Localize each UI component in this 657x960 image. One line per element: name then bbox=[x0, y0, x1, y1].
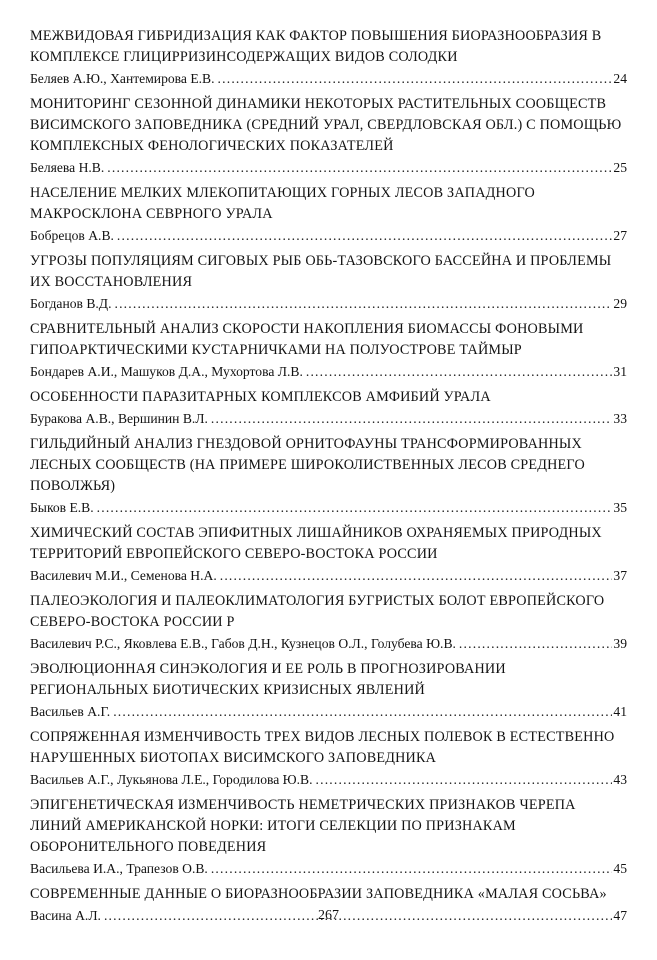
entry-page-number: 45 bbox=[613, 861, 627, 876]
entry-page-number: 31 bbox=[613, 364, 627, 379]
entry-authors: Бобрецов А.В. bbox=[30, 228, 114, 243]
toc-entry bbox=[30, 26, 627, 89]
entry-title: ХИМИЧЕСКИЙ СОСТАВ ЭПИФИТНЫХ ЛИШАЙНИКОВ ОХРАНЯЕМЫХ ПРИРОДНЫХ ТЕРРИТОРИЙ ЕВРОПЕЙСКОГО СЕВЕРО-ВОСТОКА РОССИИ bbox=[30, 525, 602, 562]
dot-leader bbox=[211, 408, 613, 429]
entry-authors: Буракова А.В., Вершинин В.Л. bbox=[30, 411, 208, 426]
toc-entry bbox=[30, 94, 627, 178]
entry-authors: Василевич Р.С., Яковлева Е.В., Габов Д.Н., Кузнецов О.Л., Голубева Ю.В. bbox=[30, 636, 456, 651]
entry-title: ОСОБЕННОСТИ ПАРАЗИТАРНЫХ КОМПЛЕКСОВ АМФИБИЙ УРАЛА bbox=[30, 389, 491, 405]
toc-entry bbox=[30, 523, 627, 586]
entry-title: НАСЕЛЕНИЕ МЕЛКИХ МЛЕКОПИТАЮЩИХ ГОРНЫХ ЛЕСОВ ЗАПАДНОГО МАКРОСКЛОНА СЕВРНОГО УРАЛА bbox=[30, 185, 535, 222]
dot-leader bbox=[114, 293, 612, 314]
toc-entry bbox=[30, 183, 627, 246]
entry-title: СОВРЕМЕННЫЕ ДАННЫЕ О БИОРАЗНООБРАЗИИ ЗАПОВЕДНИКА «МАЛАЯ СОСЬВА» bbox=[30, 886, 607, 902]
toc-page bbox=[30, 26, 627, 931]
entry-page-number: 33 bbox=[613, 411, 627, 426]
entry-page-number: 37 bbox=[613, 568, 627, 583]
entry-authors: Беляев А.Ю., Хантемирова Е.В. bbox=[30, 71, 215, 86]
entry-authors-row bbox=[30, 361, 627, 382]
dot-leader bbox=[316, 769, 613, 790]
entry-title: ПАЛЕОЭКОЛОГИЯ И ПАЛЕОКЛИМАТОЛОГИЯ БУГРИСТЫХ БОЛОТ ЕВРОПЕЙСКОГО СЕВЕРО-ВОСТОКА РОССИИ Р bbox=[30, 593, 605, 630]
entry-authors: Василевич М.И., Семенова Н.А. bbox=[30, 568, 217, 583]
entry-page-number: 35 bbox=[613, 500, 627, 515]
dot-leader bbox=[459, 633, 612, 654]
entry-authors-row bbox=[30, 701, 627, 722]
toc-entry bbox=[30, 591, 627, 654]
entry-authors: Беляева Н.В. bbox=[30, 160, 105, 175]
dot-leader bbox=[97, 497, 613, 518]
entry-authors: Васильев А.Г. bbox=[30, 704, 111, 719]
entry-authors: Богданов В.Д. bbox=[30, 296, 112, 311]
dot-leader bbox=[220, 565, 613, 586]
entry-page-number: 39 bbox=[613, 636, 627, 651]
dot-leader bbox=[117, 225, 612, 246]
entry-page-number: 27 bbox=[613, 228, 627, 243]
entry-title: МЕЖВИДОВАЯ ГИБРИДИЗАЦИЯ КАК ФАКТОР ПОВЫШЕНИЯ БИОРАЗНООБРАЗИЯ В КОМПЛЕКСЕ ГЛИЦИРРИЗИНСОДЕРЖАЩИХ ВИДОВ СОЛОДКИ bbox=[30, 28, 602, 65]
dot-leader bbox=[306, 361, 613, 382]
entry-page-number: 41 bbox=[613, 704, 627, 719]
toc-list bbox=[30, 26, 627, 926]
entry-title: ЭПИГЕНЕТИЧЕСКАЯ ИЗМЕНЧИВОСТЬ НЕМЕТРИЧЕСКИХ ПРИЗНАКОВ ЧЕРЕПА ЛИНИЙ АМЕРИКАНСКОЙ НОРКИ: ИТОГИ СЕЛЕКЦИИ ПО ПРИЗНАКАМ ОБОРОНИТЕЛЬНОГО ПОВЕДЕНИЯ bbox=[30, 797, 576, 855]
entry-authors: Быков Е.В. bbox=[30, 500, 94, 515]
toc-entry bbox=[30, 387, 627, 429]
toc-entry bbox=[30, 434, 627, 518]
toc-entry bbox=[30, 319, 627, 382]
entry-authors: Васильева И.А., Трапезов О.В. bbox=[30, 861, 208, 876]
entry-page-number: 43 bbox=[613, 772, 627, 787]
entry-page-number: 47 bbox=[613, 908, 627, 923]
entry-authors-row bbox=[30, 157, 627, 178]
entry-authors-row bbox=[30, 497, 627, 518]
entry-authors-row bbox=[30, 769, 627, 790]
dot-leader bbox=[113, 701, 612, 722]
toc-entry bbox=[30, 795, 627, 879]
entry-authors-row bbox=[30, 565, 627, 586]
entry-title: СОПРЯЖЕННАЯ ИЗМЕНЧИВОСТЬ ТРЕХ ВИДОВ ЛЕСНЫХ ПОЛЕВОК В ЕСТЕСТВЕННО НАРУШЕННЫХ БИОТОПАХ ВИСИМСКОГО ЗАПОВЕДНИКА bbox=[30, 729, 615, 766]
dot-leader bbox=[107, 157, 612, 178]
entry-title: УГРОЗЫ ПОПУЛЯЦИЯМ СИГОВЫХ РЫБ ОБЬ-ТАЗОВСКОГО БАССЕЙНА И ПРОБЛЕМЫ ИХ ВОССТАНОВЛЕНИЯ bbox=[30, 253, 612, 290]
dot-leader bbox=[218, 68, 613, 89]
entry-authors-row bbox=[30, 858, 627, 879]
entry-authors: Васильев А.Г., Лукьянова Л.Е., Городилова Ю.В. bbox=[30, 772, 313, 787]
entry-title: ЭВОЛЮЦИОННАЯ СИНЭКОЛОГИЯ И ЕЕ РОЛЬ В ПРОГНОЗИРОВАНИИ РЕГИОНАЛЬНЫХ БИОТИЧЕСКИХ КРИЗИСНЫХ ЯВЛЕНИЙ bbox=[30, 661, 506, 698]
entry-authors-row bbox=[30, 408, 627, 429]
entry-authors: Бондарев А.И., Машуков Д.А., Мухортова Л.В. bbox=[30, 364, 303, 379]
toc-entry bbox=[30, 727, 627, 790]
entry-authors-row bbox=[30, 225, 627, 246]
entry-authors-row bbox=[30, 68, 627, 89]
entry-authors-row bbox=[30, 633, 627, 654]
entry-page-number: 25 bbox=[613, 160, 627, 175]
entry-title: ГИЛЬДИЙНЫЙ АНАЛИЗ ГНЕЗДОВОЙ ОРНИТОФАУНЫ ТРАНСФОРМИРОВАННЫХ ЛЕСНЫХ СООБЩЕСТВ (НА ПРИМЕРЕ ШИРОКОЛИСТВЕННЫХ ЛЕСОВ СРЕДНЕГО ПОВОЛЖЬЯ) bbox=[30, 436, 585, 494]
toc-entry bbox=[30, 251, 627, 314]
entry-title: МОНИТОРИНГ СЕЗОННОЙ ДИНАМИКИ НЕКОТОРЫХ РАСТИТЕЛЬНЫХ СООБЩЕСТВ ВИСИМСКОГО ЗАПОВЕДНИКА (СРЕДНИЙ УРАЛ, СВЕРДЛОВСКАЯ ОБЛ.) С ПОМОЩЬЮ КОМПЛЕКСНЫХ ФЕНОЛОГИЧЕСКИХ ПОКАЗАТЕЛЕЙ bbox=[30, 96, 622, 154]
entry-title: СРАВНИТЕЛЬНЫЙ АНАЛИЗ СКОРОСТИ НАКОПЛЕНИЯ БИОМАССЫ ФОНОВЫМИ ГИПОАРКТИЧЕСКИМИ КУСТАРНИЧКАМИ НА ПОЛУОСТРОВЕ ТАЙМЫР bbox=[30, 321, 584, 358]
entry-authors-row bbox=[30, 293, 627, 314]
toc-entry bbox=[30, 659, 627, 722]
dot-leader bbox=[211, 858, 613, 879]
entry-authors: Васина А.Л. bbox=[30, 908, 101, 923]
footer-page-number: 267 bbox=[318, 908, 339, 923]
entry-page-number: 24 bbox=[613, 71, 627, 86]
entry-page-number: 29 bbox=[613, 296, 627, 311]
